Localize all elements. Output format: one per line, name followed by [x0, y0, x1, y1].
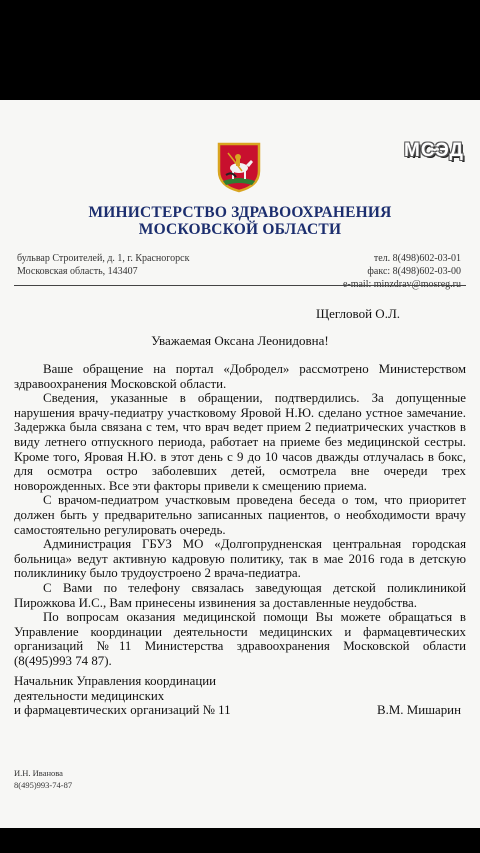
executor-info — [14, 767, 72, 791]
letter-page — [0, 100, 480, 828]
paragraph: Администрация ГБУЗ МО «Долгопрудненская центральная городская больница» ведут активную кадровую политику, так в мае 2016 года в детскую поликлинику было трудоустроено 2 врача-педиатра. — [14, 537, 466, 581]
letter-body — [14, 362, 466, 668]
email-line: e-mail: minzdrav@mosreg.ru — [342, 279, 461, 290]
ministry-name-line2: МОСКОВСКОЙ ОБЛАСТИ — [138, 221, 342, 238]
signatory-title — [14, 674, 231, 718]
signatory-title-line3: и фармацевтических организаций № 11 — [14, 703, 231, 718]
executor-name: И.Н. Иванова — [14, 768, 63, 778]
paragraph: С Вами по телефону связалась заведующая детской поликлиникой Пирожкова И.С., Вам принесены извинения за доставленные неудобства. — [14, 580, 466, 610]
phone-line: тел. 8(498)602-03-01 — [373, 253, 461, 264]
ministry-address — [17, 252, 189, 278]
signatory-title-line2: деятельности медицинских — [14, 688, 165, 703]
msed-stamp: МСЭД — [404, 140, 464, 161]
signatory-title-line1: Начальник Управления координации — [14, 674, 217, 688]
fax-line: факс: 8(498)602-03-00 — [367, 266, 461, 277]
executor-phone: 8(495)993-74-87 — [14, 780, 73, 790]
address-line1: бульвар Строителей, д. 1, г. Красногорск — [17, 253, 190, 264]
greeting: Уважаемая Оксана Леонидовна! — [151, 333, 329, 348]
header-divider — [14, 285, 466, 286]
ministry-name-line1: МИНИСТЕРСТВО ЗДРАВООХРАНЕНИЯ — [88, 204, 392, 221]
paragraph: С врачом-педиатром участковым проведена беседа о том, что приоритет должен быть у предварительно записанных пациентов, о необходимости врачу самостоятельно регулировать очередь. — [14, 493, 466, 537]
recipient-name: Щегловой О.Л. — [316, 306, 401, 321]
paragraph: Ваше обращение на портал «Добродел» рассмотрено Министерством здравоохранения Московской области. — [14, 362, 466, 391]
paragraph: По вопросам оказания медицинской помощи Вы можете обращаться в Управление координации деятельности медицинских и фармацевтических организаций №11 Министерства здравоохранения Московской области (8(495)993 74 87). — [14, 610, 466, 668]
signatory-name: В.М. Мишарин — [377, 703, 461, 717]
paragraph: Сведения, указанные в обращении, подтвердились. За допущенные нарушения врачу-педиатру участковому Яровой Н.Ю. сделано устное замечание. Задержка была связана с тем, что врач ведет прием 2 педиатрических участков в виду летнего отпускного периода, работает на приеме без медицинской сестры. Кроме того, Яровая Н.Ю. в этот день с 9 до 10 часов дважды отлучалась в бокс, для осмотра остро заболевших детей, осмотрела вне очереди трех новорожденных. Все эти факторы привели к смещению приема. — [14, 391, 466, 493]
address-line2: Московская область, 143407 — [17, 266, 138, 277]
moscow-oblast-coat-of-arms-icon — [216, 141, 262, 193]
